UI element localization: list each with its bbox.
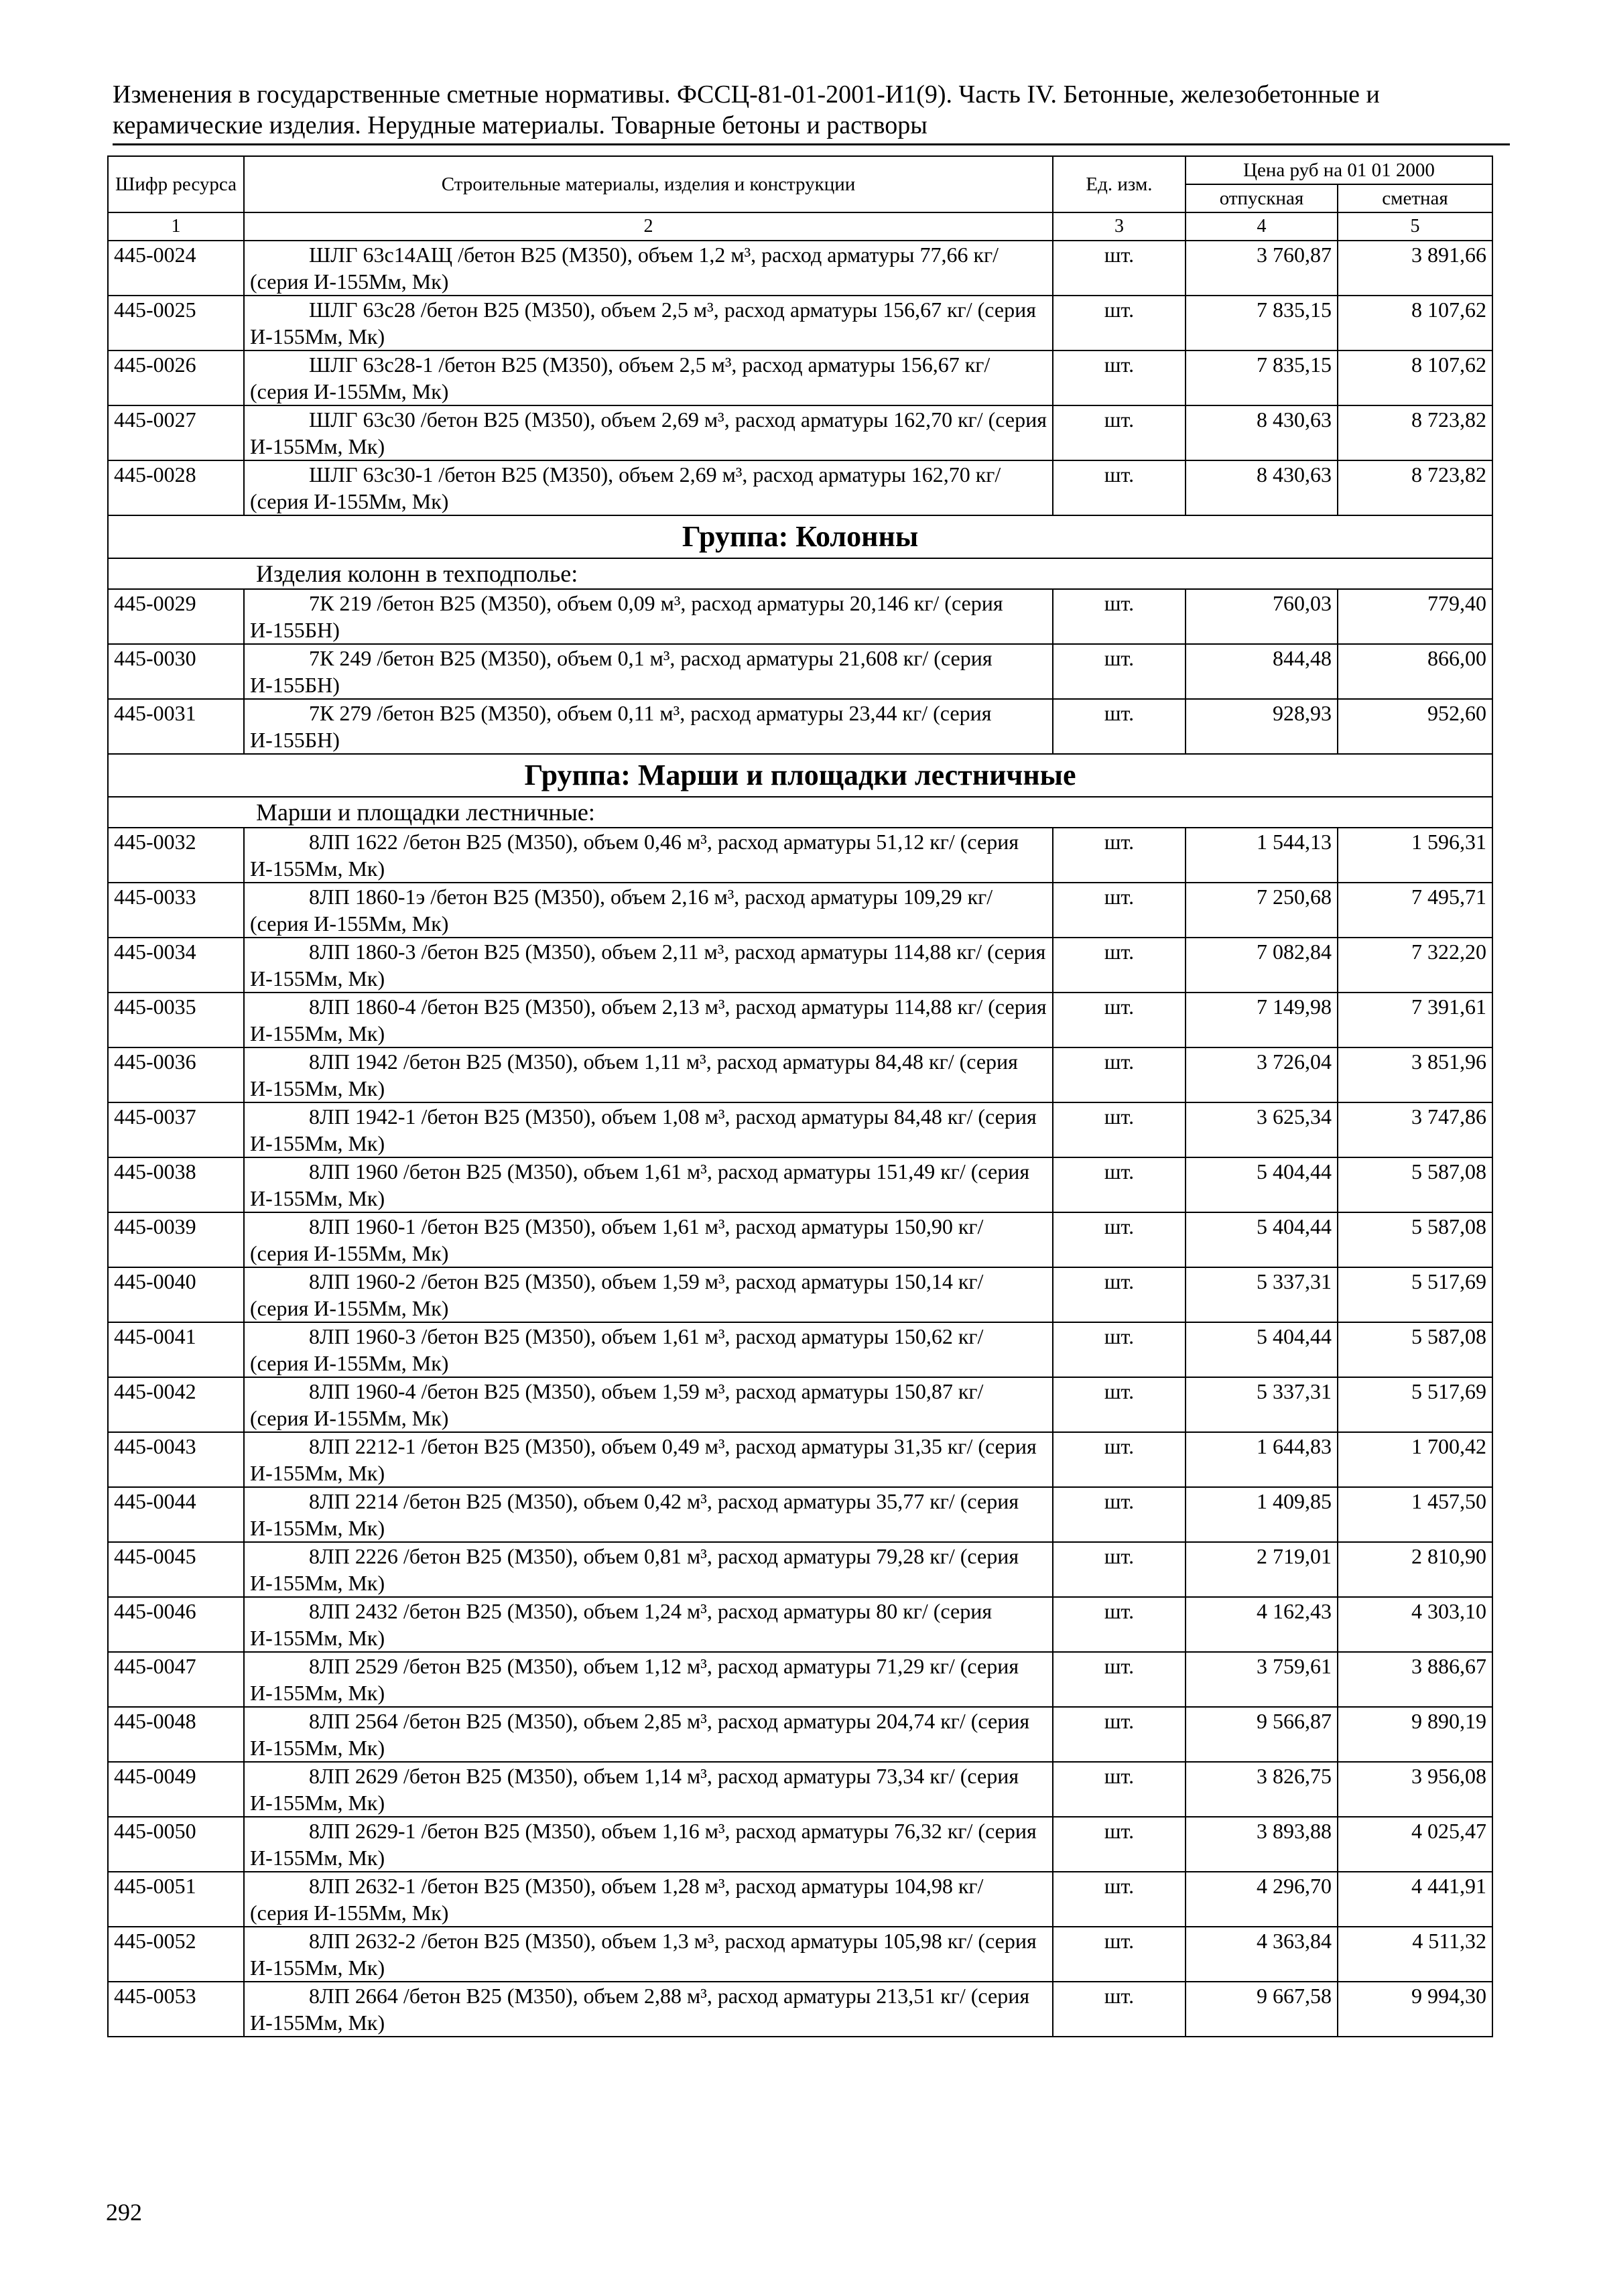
header-name: Строительные материалы, изделия и конструкции — [244, 156, 1053, 212]
item-description: 8ЛП 2632-1 /бетон В25 (М350), объем 1,28 м³, расход арматуры 104,98 кг/ (серия И-155Мм, Мк) — [244, 1872, 1053, 1927]
release-price: 7 250,68 — [1186, 883, 1338, 938]
estimate-price: 3 851,96 — [1338, 1047, 1492, 1102]
resource-code: 445-0030 — [108, 644, 244, 699]
resource-code: 445-0039 — [108, 1212, 244, 1267]
column-index: 3 — [1053, 212, 1186, 241]
resource-code: 445-0044 — [108, 1487, 244, 1542]
estimate-price: 3 747,86 — [1338, 1102, 1492, 1157]
item-description: 8ЛП 2564 /бетон В25 (М350), объем 2,85 м³, расход арматуры 204,74 кг/ (серия И-155Мм, Мк) — [244, 1707, 1053, 1762]
item-description: 8ЛП 2629-1 /бетон В25 (М350), объем 1,16 м³, расход арматуры 76,32 кг/ (серия И-155Мм, Мк) — [244, 1817, 1053, 1872]
unit-of-measure: шт. — [1053, 350, 1186, 405]
unit-of-measure: шт. — [1053, 644, 1186, 699]
table-row — [108, 1157, 1492, 1212]
unit-of-measure: шт. — [1053, 938, 1186, 993]
release-price: 1 409,85 — [1186, 1487, 1338, 1542]
item-description: ШЛГ 63с28 /бетон В25 (М350), объем 2,5 м³, расход арматуры 156,67 кг/ (серия И-155Мм, Мк) — [244, 296, 1053, 350]
release-price: 3 826,75 — [1186, 1762, 1338, 1817]
item-description: 8ЛП 1960-2 /бетон В25 (М350), объем 1,59 м³, расход арматуры 150,14 кг/ (серия И-155Мм, Мк) — [244, 1267, 1053, 1322]
resource-code: 445-0052 — [108, 1927, 244, 1982]
estimate-price: 1 596,31 — [1338, 828, 1492, 883]
resource-code: 445-0046 — [108, 1597, 244, 1652]
release-price: 8 430,63 — [1186, 460, 1338, 515]
item-description: ШЛГ 63с30 /бетон В25 (М350), объем 2,69 м³, расход арматуры 162,70 кг/ (серия И-155Мм, Мк) — [244, 405, 1053, 460]
resource-code: 445-0024 — [108, 241, 244, 296]
release-price: 9 667,58 — [1186, 1982, 1338, 2037]
table-row — [108, 1542, 1492, 1597]
release-price: 760,03 — [1186, 589, 1338, 644]
table-row — [108, 350, 1492, 405]
page-number: 292 — [106, 2199, 142, 2226]
unit-of-measure: шт. — [1053, 1542, 1186, 1597]
item-description: ШЛГ 63с28-1 /бетон В25 (М350), объем 2,5 м³, расход арматуры 156,67 кг/ (серия И-155Мм, Мк) — [244, 350, 1053, 405]
unit-of-measure: шт. — [1053, 1267, 1186, 1322]
release-price: 3 625,34 — [1186, 1102, 1338, 1157]
estimate-price: 5 517,69 — [1338, 1377, 1492, 1432]
item-description: 8ЛП 2629 /бетон В25 (М350), объем 1,14 м³, расход арматуры 73,34 кг/ (серия И-155Мм, Мк) — [244, 1762, 1053, 1817]
table-row — [108, 1982, 1492, 2037]
table-row — [108, 1267, 1492, 1322]
release-price: 7 835,15 — [1186, 296, 1338, 350]
unit-of-measure: шт. — [1053, 1322, 1186, 1377]
resource-code: 445-0032 — [108, 828, 244, 883]
estimate-price: 9 994,30 — [1338, 1982, 1492, 2037]
estimate-price: 8 723,82 — [1338, 405, 1492, 460]
item-description: 8ЛП 2226 /бетон В25 (М350), объем 0,81 м³, расход арматуры 79,28 кг/ (серия И-155Мм, Мк) — [244, 1542, 1053, 1597]
resource-code: 445-0025 — [108, 296, 244, 350]
unit-of-measure: шт. — [1053, 296, 1186, 350]
release-price: 5 337,31 — [1186, 1267, 1338, 1322]
header-code: Шифр ресурса — [108, 156, 244, 212]
item-description: 8ЛП 2432 /бетон В25 (М350), объем 1,24 м³, расход арматуры 80 кг/ (серия И-155Мм, Мк) — [244, 1597, 1053, 1652]
header-line-1: Изменения в государственные сметные нормативы. ФССЦ-81-01-2001-И1(9). Часть IV. Бетонные, железобетонные и — [113, 80, 1380, 109]
subgroup-heading: Изделия колонн в техподполье: — [108, 558, 1492, 589]
release-price: 844,48 — [1186, 644, 1338, 699]
resource-code: 445-0034 — [108, 938, 244, 993]
table-row — [108, 1212, 1492, 1267]
release-price: 7 082,84 — [1186, 938, 1338, 993]
release-price: 4 363,84 — [1186, 1927, 1338, 1982]
unit-of-measure: шт. — [1053, 1982, 1186, 2037]
table-row — [108, 460, 1492, 515]
release-price: 3 760,87 — [1186, 241, 1338, 296]
item-description: 7К 249 /бетон В25 (М350), объем 0,1 м³, расход арматуры 21,608 кг/ (серия И-155БН) — [244, 644, 1053, 699]
estimate-price: 8 107,62 — [1338, 296, 1492, 350]
estimate-price: 779,40 — [1338, 589, 1492, 644]
column-index-row — [108, 212, 1492, 241]
resource-code: 445-0048 — [108, 1707, 244, 1762]
estimate-price: 4 303,10 — [1338, 1597, 1492, 1652]
estimate-price: 7 322,20 — [1338, 938, 1492, 993]
release-price: 7 835,15 — [1186, 350, 1338, 405]
resource-code: 445-0026 — [108, 350, 244, 405]
estimate-price: 8 723,82 — [1338, 460, 1492, 515]
resource-code: 445-0045 — [108, 1542, 244, 1597]
estimate-price: 4 025,47 — [1338, 1817, 1492, 1872]
unit-of-measure: шт. — [1053, 1872, 1186, 1927]
table-row — [108, 1817, 1492, 1872]
item-description: 8ЛП 1960-1 /бетон В25 (М350), объем 1,61 м³, расход арматуры 150,90 кг/ (серия И-155Мм, Мк) — [244, 1212, 1053, 1267]
item-description: ШЛГ 63с30-1 /бетон В25 (М350), объем 2,69 м³, расход арматуры 162,70 кг/ (серия И-155Мм, Мк) — [244, 460, 1053, 515]
column-index: 5 — [1338, 212, 1492, 241]
resource-code: 445-0041 — [108, 1322, 244, 1377]
item-description: 7К 219 /бетон В25 (М350), объем 0,09 м³, расход арматуры 20,146 кг/ (серия И-155БН) — [244, 589, 1053, 644]
release-price: 4 162,43 — [1186, 1597, 1338, 1652]
group-heading: Группа: Марши и площадки лестничные — [108, 754, 1492, 797]
unit-of-measure: шт. — [1053, 1652, 1186, 1707]
resource-code: 445-0037 — [108, 1102, 244, 1157]
item-description: 8ЛП 2664 /бетон В25 (М350), объем 2,88 м³, расход арматуры 213,51 кг/ (серия И-155Мм, Мк) — [244, 1982, 1053, 2037]
item-description: 8ЛП 1960-4 /бетон В25 (М350), объем 1,59 м³, расход арматуры 150,87 кг/ (серия И-155Мм, Мк) — [244, 1377, 1053, 1432]
item-description: ШЛГ 63с14АЩ /бетон В25 (М350), объем 1,2 м³, расход арматуры 77,66 кг/ (серия И-155Мм, Мк) — [244, 241, 1053, 296]
unit-of-measure: шт. — [1053, 993, 1186, 1047]
unit-of-measure: шт. — [1053, 1047, 1186, 1102]
table-row — [108, 1047, 1492, 1102]
release-price: 1 544,13 — [1186, 828, 1338, 883]
estimate-price: 3 886,67 — [1338, 1652, 1492, 1707]
estimate-price: 5 587,08 — [1338, 1157, 1492, 1212]
column-index: 2 — [244, 212, 1053, 241]
item-description: 8ЛП 1960 /бетон В25 (М350), объем 1,61 м³, расход арматуры 151,49 кг/ (серия И-155Мм, Мк) — [244, 1157, 1053, 1212]
table-row — [108, 241, 1492, 296]
table-row — [108, 938, 1492, 993]
release-price: 2 719,01 — [1186, 1542, 1338, 1597]
group-heading: Группа: Колонны — [108, 515, 1492, 558]
estimate-price: 9 890,19 — [1338, 1707, 1492, 1762]
resource-code: 445-0049 — [108, 1762, 244, 1817]
item-description: 7К 279 /бетон В25 (М350), объем 0,11 м³, расход арматуры 23,44 кг/ (серия И-155БН) — [244, 699, 1053, 754]
table-row — [108, 1762, 1492, 1817]
subgroup-heading: Марши и площадки лестничные: — [108, 797, 1492, 828]
estimate-price: 3 891,66 — [1338, 241, 1492, 296]
group-heading-row — [108, 754, 1492, 797]
unit-of-measure: шт. — [1053, 699, 1186, 754]
estimate-price: 3 956,08 — [1338, 1762, 1492, 1817]
item-description: 8ЛП 2212-1 /бетон В25 (М350), объем 0,49 м³, расход арматуры 31,35 кг/ (серия И-155Мм, Мк) — [244, 1432, 1053, 1487]
unit-of-measure: шт. — [1053, 241, 1186, 296]
estimate-price: 866,00 — [1338, 644, 1492, 699]
price-table — [107, 155, 1493, 2037]
estimate-price: 5 517,69 — [1338, 1267, 1492, 1322]
estimate-price: 5 587,08 — [1338, 1212, 1492, 1267]
table-row — [108, 1652, 1492, 1707]
unit-of-measure: шт. — [1053, 1762, 1186, 1817]
estimate-price: 5 587,08 — [1338, 1322, 1492, 1377]
estimate-price: 7 391,61 — [1338, 993, 1492, 1047]
resource-code: 445-0035 — [108, 993, 244, 1047]
estimate-price: 1 700,42 — [1338, 1432, 1492, 1487]
release-price: 5 404,44 — [1186, 1157, 1338, 1212]
table-row — [108, 296, 1492, 350]
item-description: 8ЛП 1860-1э /бетон В25 (М350), объем 2,16 м³, расход арматуры 109,29 кг/ (серия И-155Мм, Мк) — [244, 883, 1053, 938]
estimate-price: 952,60 — [1338, 699, 1492, 754]
unit-of-measure: шт. — [1053, 1927, 1186, 1982]
header-estimate-price: сметная — [1338, 184, 1492, 212]
release-price: 3 759,61 — [1186, 1652, 1338, 1707]
table-row — [108, 828, 1492, 883]
resource-code: 445-0043 — [108, 1432, 244, 1487]
resource-code: 445-0031 — [108, 699, 244, 754]
release-price: 5 404,44 — [1186, 1212, 1338, 1267]
item-description: 8ЛП 2214 /бетон В25 (М350), объем 0,42 м³, расход арматуры 35,77 кг/ (серия И-155Мм, Мк) — [244, 1487, 1053, 1542]
release-price: 8 430,63 — [1186, 405, 1338, 460]
table-row — [108, 1872, 1492, 1927]
table-row — [108, 699, 1492, 754]
release-price: 9 566,87 — [1186, 1707, 1338, 1762]
item-description: 8ЛП 1622 /бетон В25 (М350), объем 0,46 м³, расход арматуры 51,12 кг/ (серия И-155Мм, Мк) — [244, 828, 1053, 883]
unit-of-measure: шт. — [1053, 1377, 1186, 1432]
unit-of-measure: шт. — [1053, 1707, 1186, 1762]
unit-of-measure: шт. — [1053, 883, 1186, 938]
table-row — [108, 1487, 1492, 1542]
unit-of-measure: шт. — [1053, 828, 1186, 883]
header-release-price: отпускная — [1186, 184, 1338, 212]
item-description: 8ЛП 1860-4 /бетон В25 (М350), объем 2,13 м³, расход арматуры 114,88 кг/ (серия И-155Мм, Мк) — [244, 993, 1053, 1047]
header-rule — [113, 143, 1510, 145]
subgroup-heading-row — [108, 558, 1492, 589]
estimate-price: 8 107,62 — [1338, 350, 1492, 405]
release-price: 3 726,04 — [1186, 1047, 1338, 1102]
resource-code: 445-0028 — [108, 460, 244, 515]
table-row — [108, 1597, 1492, 1652]
group-heading-row — [108, 515, 1492, 558]
estimate-price: 7 495,71 — [1338, 883, 1492, 938]
item-description: 8ЛП 1942 /бетон В25 (М350), объем 1,11 м³, расход арматуры 84,48 кг/ (серия И-155Мм, Мк) — [244, 1047, 1053, 1102]
estimate-price: 1 457,50 — [1338, 1487, 1492, 1542]
unit-of-measure: шт. — [1053, 1432, 1186, 1487]
table-header-row — [108, 156, 1492, 184]
estimate-price: 4 511,32 — [1338, 1927, 1492, 1982]
column-index: 1 — [108, 212, 244, 241]
unit-of-measure: шт. — [1053, 1817, 1186, 1872]
resource-code: 445-0047 — [108, 1652, 244, 1707]
resource-code: 445-0051 — [108, 1872, 244, 1927]
table-row — [108, 883, 1492, 938]
item-description: 8ЛП 2632-2 /бетон В25 (М350), объем 1,3 м³, расход арматуры 105,98 кг/ (серия И-155Мм, Мк) — [244, 1927, 1053, 1982]
resource-code: 445-0042 — [108, 1377, 244, 1432]
table-row — [108, 1927, 1492, 1982]
table-row — [108, 1377, 1492, 1432]
unit-of-measure: шт. — [1053, 1487, 1186, 1542]
table-row — [108, 644, 1492, 699]
resource-code: 445-0038 — [108, 1157, 244, 1212]
header-line-2: керамические изделия. Нерудные материалы. Товарные бетоны и растворы — [113, 111, 928, 139]
estimate-price: 4 441,91 — [1338, 1872, 1492, 1927]
unit-of-measure: шт. — [1053, 1102, 1186, 1157]
column-index: 4 — [1186, 212, 1338, 241]
unit-of-measure: шт. — [1053, 460, 1186, 515]
subgroup-heading-row — [108, 797, 1492, 828]
header-unit: Ед. изм. — [1053, 156, 1186, 212]
resource-code: 445-0053 — [108, 1982, 244, 2037]
release-price: 1 644,83 — [1186, 1432, 1338, 1487]
resource-code: 445-0029 — [108, 589, 244, 644]
item-description: 8ЛП 1860-3 /бетон В25 (М350), объем 2,11 м³, расход арматуры 114,88 кг/ (серия И-155Мм, Мк) — [244, 938, 1053, 993]
unit-of-measure: шт. — [1053, 589, 1186, 644]
release-price: 4 296,70 — [1186, 1872, 1338, 1927]
release-price: 5 404,44 — [1186, 1322, 1338, 1377]
document-header — [113, 79, 1510, 141]
table-row — [108, 1432, 1492, 1487]
table-body — [108, 241, 1492, 2037]
table-row — [108, 1102, 1492, 1157]
table-row — [108, 405, 1492, 460]
table-row — [108, 993, 1492, 1047]
item-description: 8ЛП 2529 /бетон В25 (М350), объем 1,12 м³, расход арматуры 71,29 кг/ (серия И-155Мм, Мк) — [244, 1652, 1053, 1707]
estimate-price: 2 810,90 — [1338, 1542, 1492, 1597]
header-price: Цена руб на 01 01 2000 — [1186, 156, 1492, 184]
item-description: 8ЛП 1942-1 /бетон В25 (М350), объем 1,08 м³, расход арматуры 84,48 кг/ (серия И-155Мм, Мк) — [244, 1102, 1053, 1157]
resource-code: 445-0050 — [108, 1817, 244, 1872]
unit-of-measure: шт. — [1053, 405, 1186, 460]
release-price: 928,93 — [1186, 699, 1338, 754]
resource-code: 445-0036 — [108, 1047, 244, 1102]
table-row — [108, 589, 1492, 644]
unit-of-measure: шт. — [1053, 1157, 1186, 1212]
table-row — [108, 1322, 1492, 1377]
unit-of-measure: шт. — [1053, 1212, 1186, 1267]
release-price: 3 893,88 — [1186, 1817, 1338, 1872]
item-description: 8ЛП 1960-3 /бетон В25 (М350), объем 1,61 м³, расход арматуры 150,62 кг/ (серия И-155Мм, Мк) — [244, 1322, 1053, 1377]
table-row — [108, 1707, 1492, 1762]
resource-code: 445-0033 — [108, 883, 244, 938]
resource-code: 445-0027 — [108, 405, 244, 460]
release-price: 5 337,31 — [1186, 1377, 1338, 1432]
release-price: 7 149,98 — [1186, 993, 1338, 1047]
resource-code: 445-0040 — [108, 1267, 244, 1322]
unit-of-measure: шт. — [1053, 1597, 1186, 1652]
